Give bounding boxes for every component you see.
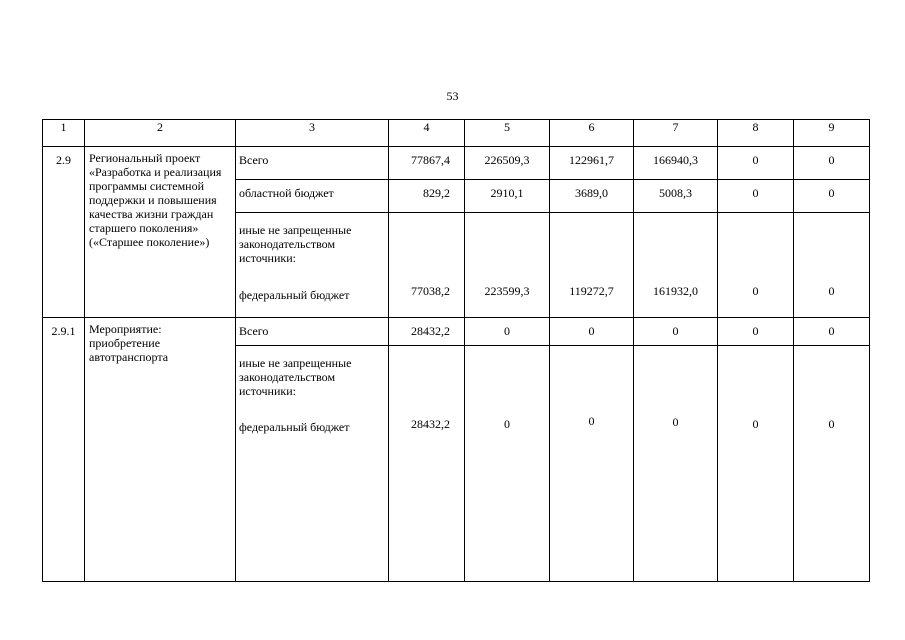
- header-cell: 7: [634, 120, 718, 147]
- source-cell: областной бюджет: [236, 180, 389, 213]
- source-cell: Всего: [236, 318, 389, 346]
- value-cell: 0: [465, 318, 550, 346]
- value-cell: 0: [634, 318, 718, 346]
- source-cell: [236, 346, 389, 582]
- value-cell: 28432,2: [389, 346, 465, 582]
- source-other-label: иные не запрещенные законодательством источники:: [239, 356, 352, 398]
- value-cell: 0: [718, 213, 794, 318]
- value-cell: 77038,2: [389, 213, 465, 318]
- row-name: Региональный проект «Разработка и реализация программы системной поддержки и повышения качества жизни граждан старшего поколения» («Старшее поколение»): [85, 147, 236, 318]
- table-row: [43, 147, 870, 180]
- source-label: федеральный бюджет: [239, 420, 350, 434]
- value-cell: 0: [550, 346, 634, 582]
- value-cell: 0: [718, 346, 794, 582]
- source-cell: [236, 213, 389, 318]
- page-number: 53: [446, 89, 459, 103]
- value-cell: 829,2: [389, 180, 465, 213]
- row-name: Мероприятие: приобретение автотранспорта: [85, 318, 236, 582]
- value-cell: 161932,0: [634, 213, 718, 318]
- value-cell: 226509,3: [465, 147, 550, 180]
- value-cell: 28432,2: [389, 318, 465, 346]
- value-cell: 122961,7: [550, 147, 634, 180]
- value-cell: 0: [718, 180, 794, 213]
- header-cell: 2: [85, 120, 236, 147]
- header-cell: 4: [389, 120, 465, 147]
- value-cell: 119272,7: [550, 213, 634, 318]
- value-cell: 0: [794, 147, 870, 180]
- source-label: федеральный бюджет: [239, 288, 350, 302]
- header-cell: 5: [465, 120, 550, 147]
- header-cell: 8: [718, 120, 794, 147]
- value-cell: 0: [794, 346, 870, 582]
- source-other-label: иные не запрещенные законодательством источники:: [239, 223, 352, 265]
- header-cell: 1: [43, 120, 85, 147]
- table-row: [43, 318, 870, 346]
- value-cell: 0: [794, 180, 870, 213]
- table-header-row: [43, 120, 870, 147]
- value-cell: 2910,1: [465, 180, 550, 213]
- value-cell: 0: [794, 318, 870, 346]
- row-id: 2.9.1: [43, 318, 85, 582]
- header-cell: 6: [550, 120, 634, 147]
- row-id: 2.9: [43, 147, 85, 318]
- value-cell: 0: [550, 318, 634, 346]
- header-cell: 9: [794, 120, 870, 147]
- value-cell: 0: [465, 346, 550, 582]
- value-cell: 0: [718, 318, 794, 346]
- value-cell: 223599,3: [465, 213, 550, 318]
- value-cell: 3689,0: [550, 180, 634, 213]
- budget-table: [42, 119, 870, 582]
- value-cell: 0: [718, 147, 794, 180]
- header-cell: 3: [236, 120, 389, 147]
- value-cell: 5008,3: [634, 180, 718, 213]
- value-cell: 77867,4: [389, 147, 465, 180]
- value-cell: 166940,3: [634, 147, 718, 180]
- value-cell: 0: [794, 213, 870, 318]
- value-cell: 0: [634, 346, 718, 582]
- source-cell: Всего: [236, 147, 389, 180]
